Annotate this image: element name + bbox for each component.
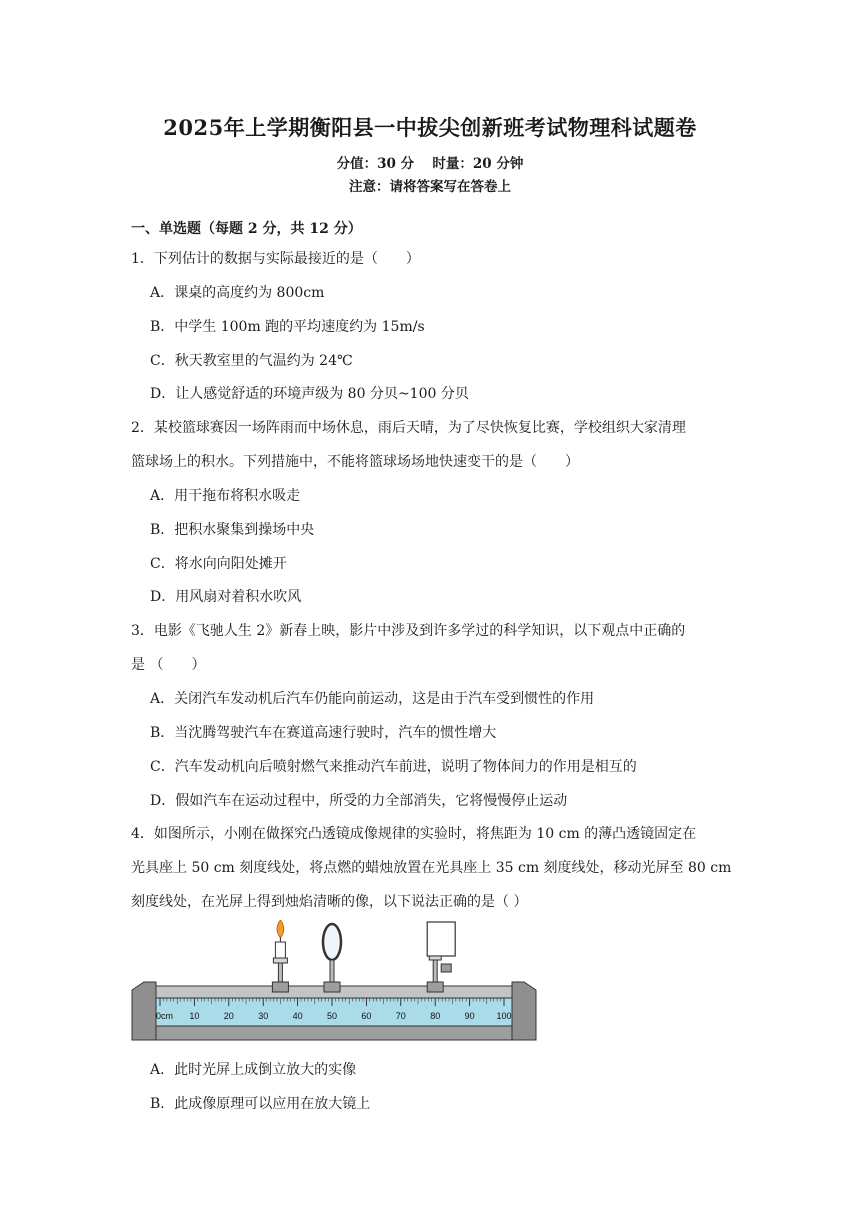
convex-lens: [323, 924, 341, 992]
option-a: A．课桌的高度约为 800cm: [150, 285, 325, 301]
option-d: D．用风扇对着积水吹风: [150, 589, 302, 605]
scale-tick-label: 0cm: [156, 1011, 174, 1021]
option-d: D．让人感觉舒适的环境声级为 80 分贝~100 分贝: [150, 386, 469, 402]
scale-tick-label: 60: [361, 1011, 372, 1021]
bench-base: [132, 1026, 536, 1040]
question-stem: 是 （ ）: [131, 657, 206, 673]
question-stem: 刻度线处，在光屏上得到烛焰清晰的像，以下说法正确的是（ ）: [131, 894, 528, 910]
question-stem: 篮球场上的积水。下列措施中，不能将篮球场场地快速变干的是（ ）: [131, 454, 579, 470]
lens-ring: [323, 924, 341, 960]
question-stem: 1．下列估计的数据与实际最接近的是（ ）: [131, 251, 420, 267]
option-c: C．汽车发动机向后喷射燃气来推动汽车前进，说明了物体间力的作用是相互的: [150, 759, 637, 775]
scale-tick-label: 100: [496, 1011, 512, 1021]
question-stem: 3．电影《飞驰人生 2》新春上映，影片中涉及到许多学过的科学知识，以下观点中正确的: [131, 623, 686, 639]
bench-end-right: [512, 982, 536, 1040]
option-b: B．此成像原理可以应用在放大镜上: [150, 1096, 371, 1112]
scale-tick-label: 40: [292, 1011, 303, 1021]
screen-panel: [427, 922, 455, 956]
page-title: 2025年上学期衡阳县一中拔尖创新班考试物理科试题卷: [163, 115, 697, 140]
exam-notice: 注意：请将答案写在答卷上: [349, 179, 511, 195]
scale-tick-label: 10: [189, 1011, 200, 1021]
scale-tick-label: 70: [395, 1011, 406, 1021]
exam-meta: 分值：30 分 时量：20 分钟: [336, 156, 524, 172]
scale-tick-label: 90: [464, 1011, 475, 1021]
candle-body: [275, 942, 285, 958]
question-stem: 4．如图所示，小刚在做探究凸透镜成像规律的实验时，将焦距为 10 cm 的薄凸透镜固定在: [131, 826, 697, 842]
option-a: A．此时光屏上成倒立放大的实像: [150, 1062, 357, 1078]
option-b: B．中学生 100m 跑的平均速度约为 15m/s: [150, 319, 425, 335]
light-screen: [427, 922, 455, 992]
option-b: B．当沈腾驾驶汽车在赛道高速行驶时，汽车的惯性增大: [150, 725, 497, 741]
bench-end-left: [132, 982, 156, 1040]
optical-bench-figure: [128, 920, 540, 1050]
question-stem: 2．某校篮球赛因一场阵雨而中场休息，雨后天晴，为了尽快恢复比赛，学校组织大家清理: [131, 420, 686, 436]
scale-tick-label: 20: [223, 1011, 234, 1021]
option-b: B．把积水聚集到操场中央: [150, 522, 315, 538]
candle-flame: [277, 920, 284, 938]
scale-tick-label: 50: [326, 1011, 338, 1021]
scale-tick-label: 80: [430, 1011, 441, 1021]
question-stem: 光具座上 50 cm 刻度线处，将点燃的蜡烛放置在光具座上 35 cm 刻度线处，移动光屏至 80 cm: [131, 860, 732, 876]
section-title: 一、单选题（每题 2 分，共 12 分）: [131, 221, 362, 237]
candle: [272, 920, 288, 992]
option-a: A．用干拖布将积水吸走: [150, 488, 301, 504]
option-c: C．将水向向阳处摊开: [150, 556, 287, 572]
scale-tick-label: 30: [258, 1011, 269, 1021]
option-c: C．秋天教室里的气温约为 24℃: [150, 353, 353, 369]
option-d: D．假如汽车在运动过程中，所受的力全部消失，它将慢慢停止运动: [150, 793, 568, 809]
option-a: A．关闭汽车发动机后汽车仍能向前运动，这是由于汽车受到惯性的作用: [150, 691, 595, 707]
